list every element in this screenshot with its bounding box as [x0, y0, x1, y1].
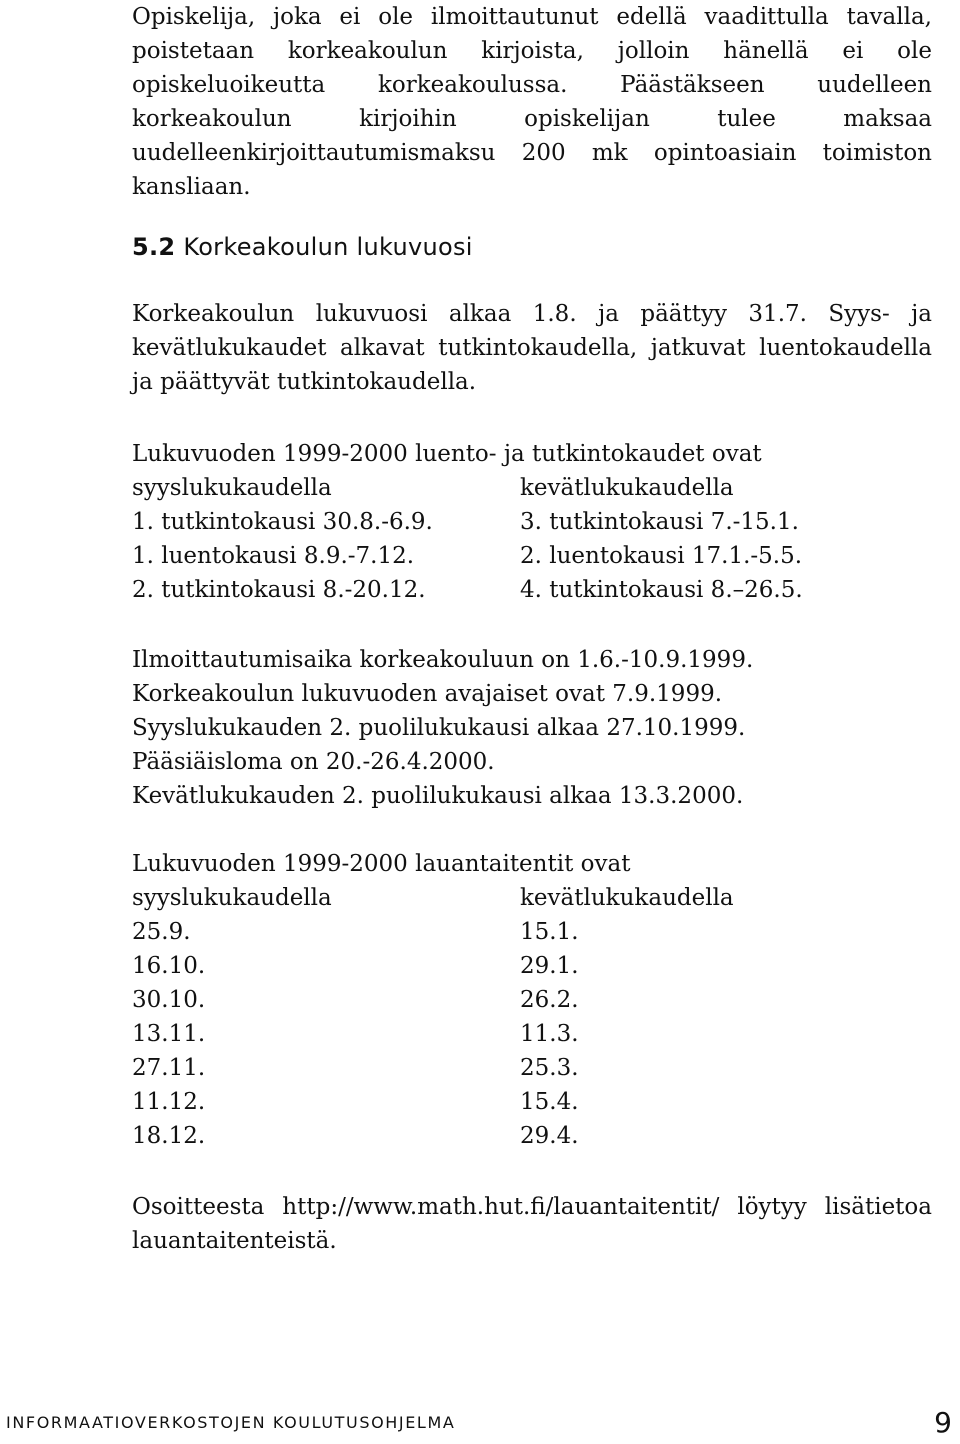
- exams-title: Lukuvuoden 1999-2000 lauantaitentit ovat: [132, 851, 631, 877]
- exam-date-cell: 11.3.: [520, 1021, 579, 1047]
- date-line: Korkeakoulun lukuvuoden avajaiset ovat 7.9.1999.: [132, 681, 723, 707]
- periods-header-spring: kevätlukukaudella: [520, 475, 734, 501]
- section-title: Korkeakoulun lukuvuosi: [183, 233, 473, 261]
- exams-header-spring: kevätlukukaudella: [520, 885, 734, 911]
- intro-paragraph: Opiskelija, joka ei ole ilmoittautunut edellä vaadittulla tavalla, poistetaan korkeakoulun kirjoista, jolloin hänellä ei ole opiskeluoikeutta korkeakoulussa. Päästäkseen uudelleen korkeakoulun kirjoihin opiskelijan tulee maksaa uudelleenkirjoittautumismaksu 200 mk opintoasiain toimiston kansliaan.: [132, 4, 932, 200]
- exam-date-row: [132, 1085, 932, 1119]
- exam-date-cell: 11.12.: [132, 1089, 206, 1115]
- periods-title: Lukuvuoden 1999-2000 luento- ja tutkintokaudet ovat: [132, 441, 762, 467]
- exam-date-cell: 30.10.: [132, 987, 206, 1013]
- periods-cell: 1. luentokausi 8.9.-7.12.: [132, 543, 415, 569]
- exam-date-cell: 29.4.: [520, 1123, 579, 1149]
- exam-date-cell: 26.2.: [520, 987, 579, 1013]
- periods-cell: 3. tutkintokausi 7.-15.1.: [520, 509, 799, 535]
- section-number: 5.2: [132, 233, 176, 261]
- exam-date-cell: 13.11.: [132, 1021, 206, 1047]
- section-heading: [132, 230, 473, 264]
- periods-cell: 2. luentokausi 17.1.-5.5.: [520, 543, 803, 569]
- periods-cell: 1. tutkintokausi 30.8.-6.9.: [132, 509, 433, 535]
- date-line: Syyslukukauden 2. puolilukukausi alkaa 27.10.1999.: [132, 715, 746, 741]
- exam-date-row: [132, 983, 932, 1017]
- exams-header-autumn: syyslukukaudella: [132, 885, 332, 911]
- exam-date-cell: 16.10.: [132, 953, 206, 979]
- exam-date-cell: 25.3.: [520, 1055, 579, 1081]
- exams-header-row: [132, 881, 932, 915]
- exam-date-row: [132, 915, 932, 949]
- exams-block: [132, 847, 932, 1153]
- exam-date-cell: 25.9.: [132, 919, 191, 945]
- periods-row: [132, 573, 932, 607]
- academic-year-paragraph: Korkeakoulun lukuvuosi alkaa 1.8. ja päättyy 31.7. Syys- ja kevätlukukaudet alkavat tutkintokaudella, jatkuvat luentokaudella ja päättyvät tutkintokaudella.: [132, 301, 932, 395]
- periods-header-row: [132, 471, 932, 505]
- exam-date-cell: 15.4.: [520, 1089, 579, 1115]
- exam-date-cell: 15.1.: [520, 919, 579, 945]
- date-line: Ilmoittautumisaika korkeakouluun on 1.6.-10.9.1999.: [132, 647, 754, 673]
- periods-cell: 2. tutkintokausi 8.-20.12.: [132, 577, 426, 603]
- exam-date-row: [132, 949, 932, 983]
- exam-date-row: [132, 1017, 932, 1051]
- exam-date-cell: 27.11.: [132, 1055, 206, 1081]
- periods-header-autumn: syyslukukaudella: [132, 475, 332, 501]
- periods-cell: 4. tutkintokausi 8.–26.5.: [520, 577, 803, 603]
- exam-date-row: [132, 1119, 932, 1153]
- periods-block: [132, 437, 932, 607]
- page-footer: [6, 1406, 956, 1444]
- page-number: 9: [934, 1406, 952, 1439]
- more-info-paragraph: Osoitteesta http://www.math.hut.fi/lauantaitentit/ löytyy lisätietoa lauantaitenteistä.: [132, 1194, 932, 1254]
- exam-date-cell: 29.1.: [520, 953, 579, 979]
- footer-program-title: INFORMAATIOVERKOSTOJEN KOULUTUSOHJELMA: [6, 1413, 456, 1432]
- periods-row: [132, 505, 932, 539]
- periods-row: [132, 539, 932, 573]
- exam-date-cell: 18.12.: [132, 1123, 206, 1149]
- dates-block: [132, 643, 932, 813]
- date-line: Pääsiäisloma on 20.-26.4.2000.: [132, 749, 495, 775]
- date-line: Kevätlukukauden 2. puolilukukausi alkaa 13.3.2000.: [132, 783, 744, 809]
- exam-date-row: [132, 1051, 932, 1085]
